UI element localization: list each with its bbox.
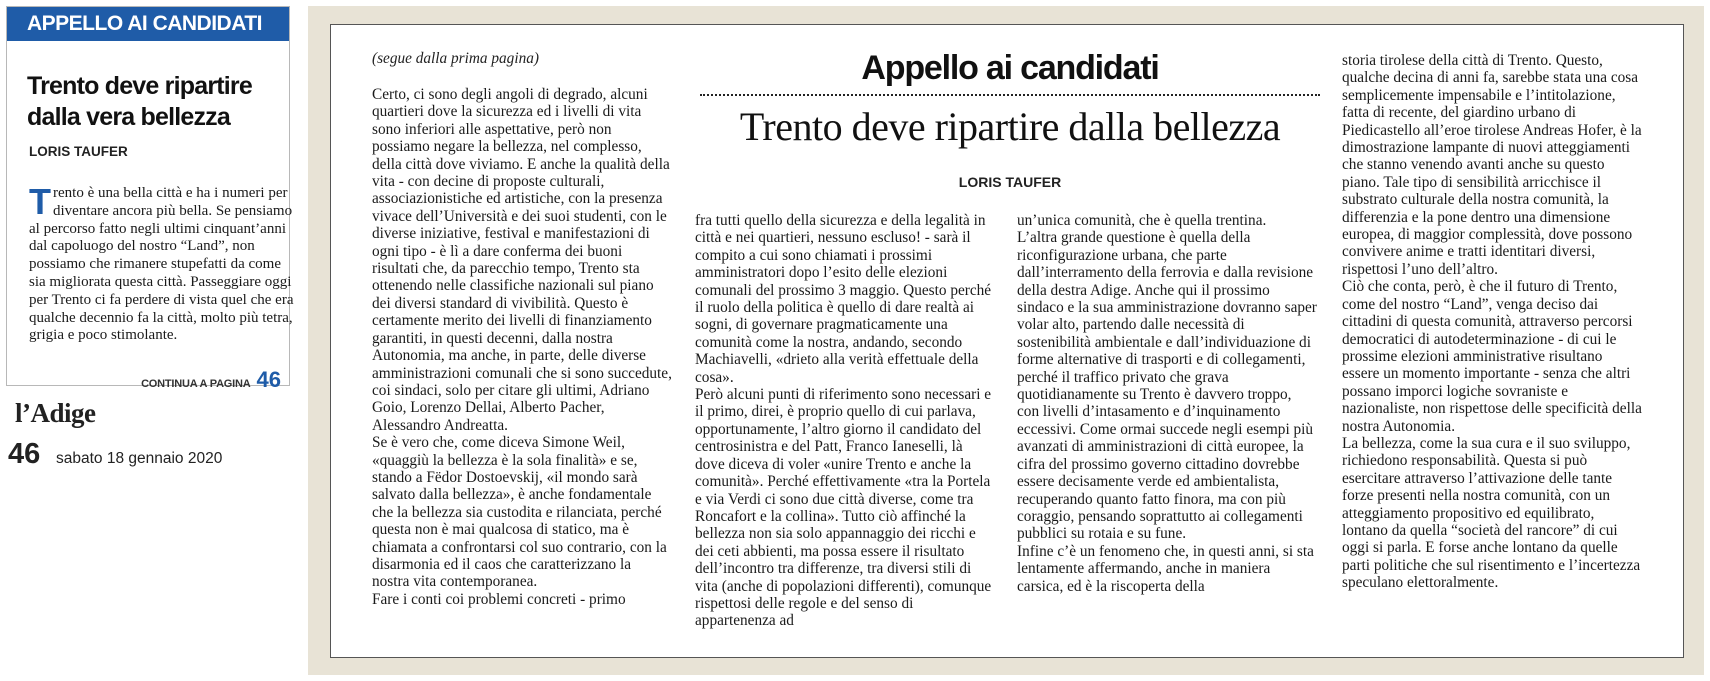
paragraph: un’unica comunità, che è quella trentina. [1017, 212, 1267, 229]
paragraph: Certo, ci sono degli angoli di degrado, alcuni quartieri dove la sicurezza ed i livelli di vita sono inferiori alle aspettative, però non possiamo negare la bellezza, nel complesso, della città dove viviamo. E anche la qualità della vita - con decine di proposte culturali, associazionistiche ed artistiche, con la presenza vivace dell’Università e dei suoi studenti, con le diverse iniziative, festival e manifestazioni di ogni tipo - è lì a dare conferma dei buoni risultati che, da parecchio tempo, Trento sta ottenendo nelle classifiche nazionali sul piano dei diversi standard di vivibilità. Questo è certamente merito dei livelli di finanziamento garantiti, in questi decenni, dalla nostra Autonomia, ma anche, in parte, delle diverse amministrazioni comunali che si sono succedute, coi sindaci, solo per citare gli ultimi, Adriano Goio, Lorenzo Dellai, Alberto Pacher, Alessandro Andreatta. [372, 86, 672, 434]
teaser-dropcap: T [29, 181, 51, 222]
teaser-body-text: rento è una bella città e ha i numeri per diventare ancora più bella. Se pensiamo al percorso fatto negli ultimi cinquant’anni dal capoluogo del nostro “Land”, non possiamo che rimanere stupefatti da come sia migliorata questa città. Passeggiare oggi per Trento ci fa perdere di vista quel che era qualche decennio fa la città, molto più tetra, grigia e poco stimolante. [29, 185, 294, 344]
paragraph: Infine c’è un fenomeno che, in questi anni, si sta lentamente affermando, anche in maniera carsica, ed è la riscoperta della [1017, 542, 1314, 595]
continue-label: CONTINUA A PAGINA [141, 378, 251, 390]
paragraph: L’altra grande questione è quella della riconfigurazione urbana, che parte dall’interramento della ferrovia e dalla revisione della destra Adige. Anche qui il prossimo sindaco e la sua amministrazione dovranno saper volar alto, partendo dalle necessità di sostenibilità ambientale e dall’individuazione di forme alternative di trasporti e di collegamenti, perché il traffico privato che grava quotidianamente su Trento è davvero troppo, con livelli d’intasamento e d’inquinamento eccessivi. Come ormai succede negli esempi più avanzati di amministrazioni di città europee, la cifra del prossimo governo cittadino dovrebbe essere decisamente verde ed ambientalista, recuperando quanto fatto finora, ma con più coraggio, pensando soprattutto ai collegamenti pubblici su rotaia e su fune. [1017, 229, 1317, 543]
article-byline: LORIS TAUFER [958, 174, 1062, 190]
kicker-divider [700, 94, 1320, 96]
teaser-title: Trento deve ripartire dalla vera bellezza [27, 72, 252, 131]
page-number: 46 [8, 438, 41, 470]
article-column-1 [372, 86, 672, 608]
teaser-section-header: APPELLO AI CANDIDATI [7, 7, 289, 41]
newspaper-masthead: l’Adige [15, 398, 96, 428]
article-column-4 [1342, 52, 1642, 592]
paragraph: Però alcuni punti di riferimento sono necessari e il primo, direi, è proprio quello di cui parlava, opportunamente, l’altro giorno il candidato del centrosinistra e del Patt, Franco Ianeselli, là dove diceva di voler «unire Trento e anche la comunità». Perché effettivamente «tra la Portela e via Verdi ci sono due città diverse, come tra Roncafort e la collina». Tutto ciò affinché la bellezza non sia solo appannaggio dei ricchi e dei ceti abbienti, ma possa essere il risultato dell’incontro tra differenze, tra diversi stili di vita (anche di popolazioni differenti), comunque rispettosi delle regole e del senso di appartenenza ad [695, 386, 992, 630]
paragraph: Fare i conti coi problemi concreti - primo [372, 590, 626, 608]
paragraph: Se è vero che, come diceva Simone Weil, «quaggiù la bellezza è la sola finalità» e se, stando a Fëdor Dostoevskij, «il mondo sarà salvato dalla bellezza», è anche fondamentale che la bellezza sia custodita e rilanciata, perché questa non è mai qualcosa di statico, ma è chiamata a confrontarsi col suo contrario, con la disarmonia ed il caos che caratterizzano la nostra vita contemporanea. [372, 434, 667, 591]
article-column-3 [1017, 212, 1317, 595]
paragraph: fra tutti quello della sicurezza e della legalità in città e nei quartieri, nessuno escluso! - sarà il compito a cui sono chiamati i prossimi amministratori dopo l’esito delle elezioni comunali del prossimo 3 maggio. Questo perché il ruolo della politica è quello di dare realtà ai sogni, di governare pragmaticamente una comunità come la nostra, andando, secondo Machiavelli, «drieto alla verità effettuale della cosa». [695, 212, 992, 386]
segue-note: (segue dalla prima pagina) [372, 50, 539, 67]
article-headline: Trento deve ripartire dalla bellezza [739, 104, 1281, 149]
page-date: sabato 18 gennaio 2020 [56, 450, 223, 467]
continue-to-page-link[interactable] [141, 367, 281, 393]
teaser-box [6, 6, 294, 392]
teaser-author: LORIS TAUFER [29, 144, 128, 159]
paragraph: storia tirolese della città di Trento. Questo, qualche decina di anni fa, sarebbe stata una cosa semplicemente impensabile e l’intitolazione, fatta di recente, del giardino urbano di Piedicastello all’eroe tirolese Andreas Hofer, è la dimostrazione lampante di nuovi atteggiamenti che stanno venendo avanti anche su questo piano. Tale tipo di sensibilità arricchisce il substrato culturale della nostra comunità, la differenzia e la pone dentro una dimensione europea, di maggior complessità, dove possono convivere anime e tratti identitari diversi, rispettosi l’uno dell’altro. [1342, 52, 1642, 278]
article-kicker: Appello ai candidati [861, 49, 1159, 87]
article-column-2 [695, 212, 995, 630]
teaser-body [29, 181, 297, 345]
paragraph: La bellezza, come la sua cura e il suo sviluppo, richiedono responsabilità. Questa si può esercitare attraverso l’attivazione delle tante forze presenti nella nostra comunità, con un atteggiamento propositivo ed equilibrato, lontano da quella “società del rancore” di cui oggi si parla. E forse anche lontano da quelle parti politiche che sul risentimento e l’incertezza speculano elettoralmente. [1342, 434, 1641, 592]
paragraph: Ciò che conta, però, è che il futuro di Trento, come del nostro “Land”, venga deciso dai cittadini di questa comunità, attraverso percorsi democratici di autodeterminazione - di cui le prossime elezioni amministrative risultano essere un momento importante - senza che altri possano imporci logiche sovraniste e nazionaliste, non rispettose delle specificità della nostra Autonomia. [1342, 278, 1642, 435]
continue-page-number: 46 [256, 367, 281, 392]
